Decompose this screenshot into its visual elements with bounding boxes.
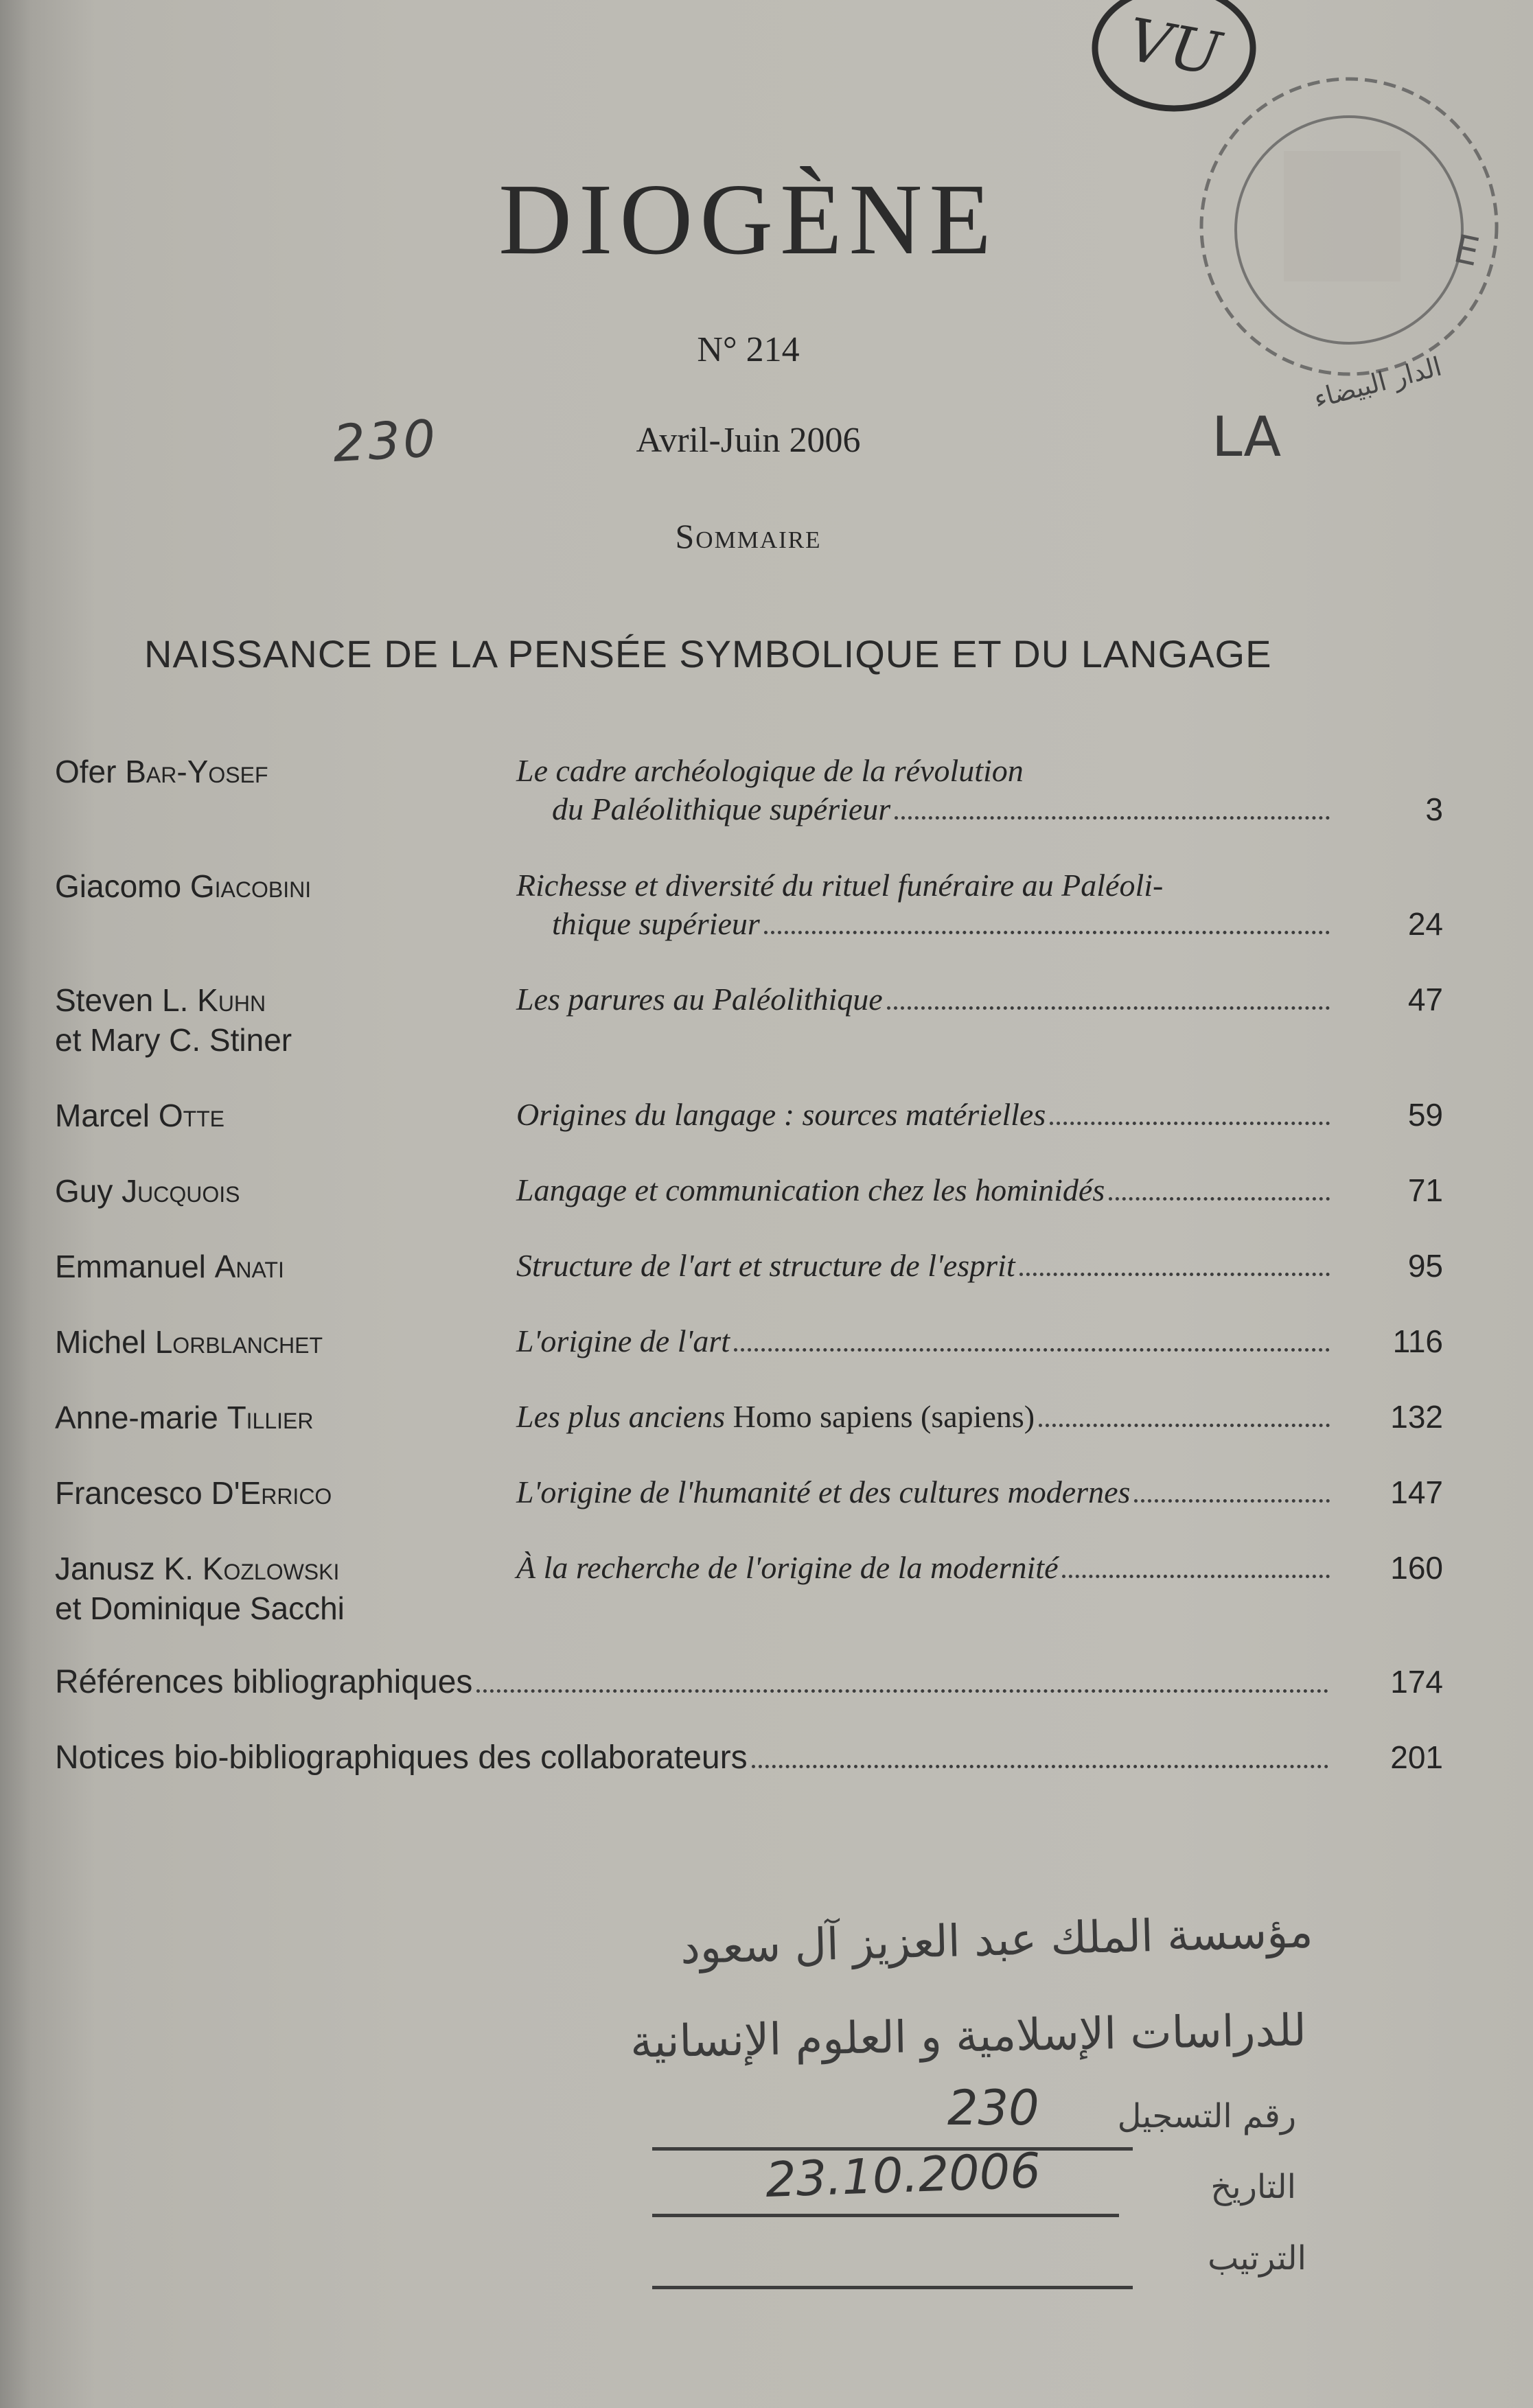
- references-page: 174: [1390, 1664, 1443, 1700]
- entry-page: 71: [1407, 1172, 1443, 1208]
- entry-page: 24: [1407, 906, 1443, 942]
- entry-author: Michel Lorblanchet: [55, 1324, 323, 1360]
- entry-author: Marcel Otte: [55, 1098, 225, 1133]
- entry-title: Origines du langage : sources matérielles: [516, 1096, 1330, 1134]
- sommaire-heading: Sommaire: [675, 517, 822, 555]
- entry-title: Structure de l'art et structure de l'esprit: [516, 1247, 1330, 1285]
- notices-entry: Notices bio-bibliographiques des collaborateurs: [55, 1738, 1328, 1778]
- entry-page: 160: [1390, 1550, 1443, 1586]
- entry-page: 132: [1390, 1399, 1443, 1435]
- entry-page: 95: [1407, 1248, 1443, 1284]
- order-label: الترتيب: [1208, 2239, 1306, 2278]
- date-value: 23.10.2006: [764, 2142, 1042, 2208]
- order-line: [652, 2286, 1133, 2289]
- stamp-vu-text: VU: [1122, 5, 1226, 89]
- entry-title: Les parures au Paléolithique: [516, 980, 1330, 1019]
- notices-page: 201: [1390, 1739, 1443, 1775]
- registration-value: 230: [947, 2080, 1039, 2136]
- handwritten-number: 230: [331, 409, 440, 474]
- entry-title: Langage et communication chez les hominidés: [516, 1171, 1330, 1209]
- entry-title: À la recherche de l'origine de la modernité: [516, 1549, 1330, 1587]
- issue-date: Avril-Juin 2006: [636, 421, 861, 460]
- registration-label: رقم التسجيل: [1117, 2097, 1296, 2135]
- date-label: التاريخ: [1210, 2168, 1296, 2206]
- entry-author: Steven L. Kuhn et Mary C. Stiner: [55, 982, 292, 1058]
- stamp-arabic-text: الدار البيضاء: [1310, 351, 1445, 415]
- entry-author: Anne-marie Tillier: [55, 1400, 314, 1435]
- issue-number: N° 214: [697, 330, 800, 369]
- date-line: [652, 2214, 1119, 2217]
- entry-title: Le cadre archéologique de la révolution du Paléolithique supérieur: [516, 752, 1330, 829]
- entry-title: L'origine de l'humanité et des cultures modernes: [516, 1473, 1330, 1512]
- entry-author: Janusz K. Kozlowski et Dominique Sacchi: [55, 1551, 345, 1626]
- entry-title: L'origine de l'art: [516, 1322, 1330, 1361]
- entry-author: Guy Jucquois: [55, 1173, 240, 1209]
- entry-title: Les plus anciens Homo sapiens (sapiens): [516, 1398, 1330, 1436]
- entry-author: Francesco D'Errico: [55, 1475, 332, 1511]
- stamp-letter: E: [1450, 227, 1484, 276]
- entry-page: 59: [1407, 1097, 1443, 1133]
- entry-title: Richesse et diversité du rituel funéraire au Paléoli- thique supérieur: [516, 866, 1330, 943]
- entry-author: Emmanuel Anati: [55, 1249, 284, 1284]
- entry-page: 3: [1425, 791, 1443, 827]
- entry-author: Giacomo Giacobini: [55, 868, 312, 904]
- entry-page: 47: [1407, 982, 1443, 1017]
- journal-title: DIOGÈNE: [498, 163, 998, 276]
- library-name-line2: للدراسات الإسلامية و العلوم الإنسانية: [630, 2005, 1307, 2068]
- entry-page: 116: [1392, 1323, 1443, 1359]
- handwritten-initials: LA: [1212, 405, 1282, 469]
- entry-page: 147: [1390, 1474, 1443, 1510]
- theme-heading: NAISSANCE DE LA PENSÉE SYMBOLIQUE ET DU LANGAGE: [144, 632, 1272, 675]
- library-name-line1: مؤسسة الملك عبد العزيز آل سعود: [680, 1906, 1314, 1975]
- references-entry: Références bibliographiques: [55, 1663, 1328, 1702]
- entry-author: Ofer Bar-Yosef: [55, 754, 268, 789]
